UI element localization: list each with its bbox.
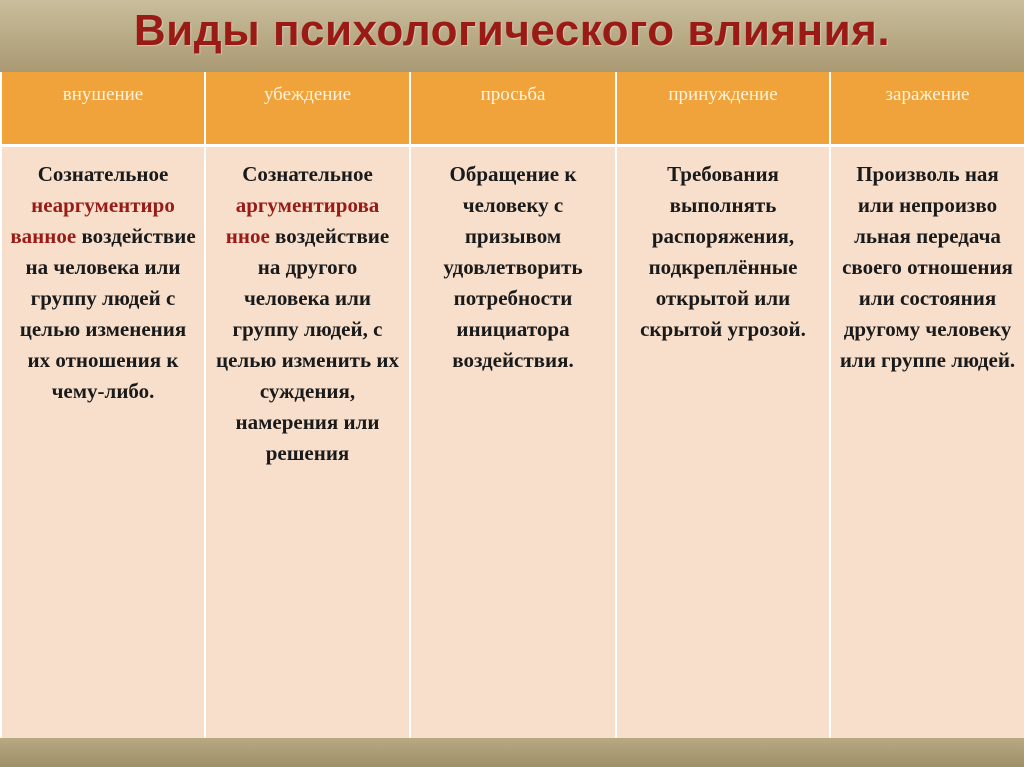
cell-accent-text: аргументирова нное bbox=[225, 193, 380, 248]
table-body-row bbox=[1, 146, 1024, 739]
bottom-band bbox=[0, 738, 1024, 767]
column-header-persuasion: убеждение bbox=[205, 72, 410, 146]
table-header-row bbox=[1, 72, 1024, 146]
cell-text-after: воздействие на другого человека или группу людей, с целью изменить их суждения, намерения или решения bbox=[216, 224, 399, 465]
cell-text: Требования выполнять распоряжения, подкреплённые открытой или скрытой угрозой. bbox=[640, 162, 806, 341]
influence-types-table bbox=[0, 72, 1024, 738]
cell-coercion bbox=[616, 146, 830, 739]
cell-text-before: Сознательное bbox=[37, 162, 169, 186]
cell-suggestion bbox=[1, 146, 205, 739]
cell-text-after: воздействие на человека или группу людей с целью изменения их отношения к чему-либо. bbox=[19, 224, 196, 403]
column-header-suggestion: внушение bbox=[1, 72, 205, 146]
cell-text-before: Сознательное bbox=[242, 162, 373, 186]
column-header-request: просьба bbox=[410, 72, 616, 146]
column-header-coercion: принуждение bbox=[616, 72, 830, 146]
slide-title: Виды психологического влияния. bbox=[133, 6, 891, 55]
cell-text: Обращение к человеку с призывом удовлетворить потребности инициатора воздействия. bbox=[443, 162, 583, 372]
cell-persuasion bbox=[205, 146, 410, 739]
cell-contagion bbox=[830, 146, 1024, 739]
cell-accent-text: неаргументиро ванное bbox=[10, 193, 175, 248]
cell-request bbox=[410, 146, 616, 739]
cell-text: Произволь ная или непроизво льная передача своего отношения или состояния другому человеку или группе людей. bbox=[839, 162, 1016, 372]
column-header-contagion: заражение bbox=[830, 72, 1024, 146]
